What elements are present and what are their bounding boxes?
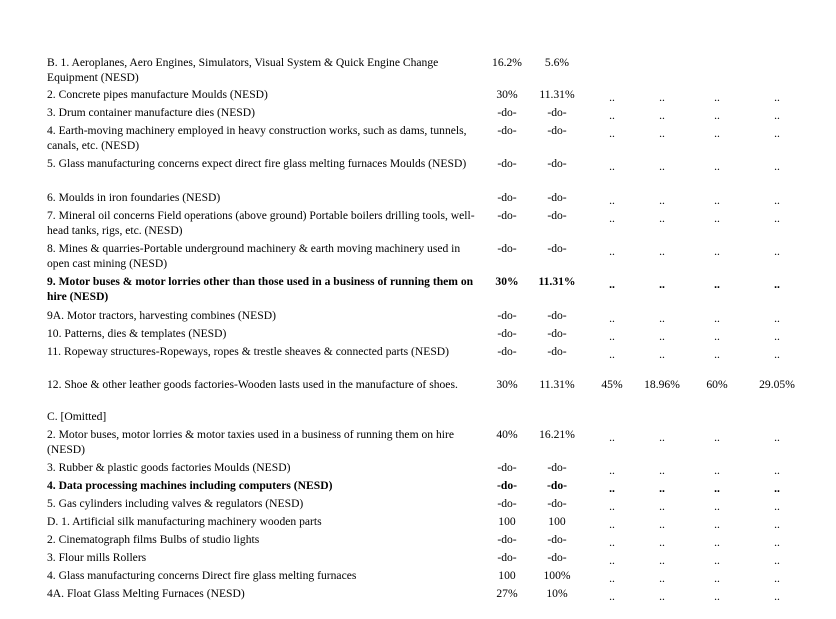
rate-cell: -do- bbox=[497, 209, 517, 222]
rate-cell: .. bbox=[714, 500, 720, 513]
rate-cell: .. bbox=[774, 572, 780, 585]
rate-cell: .. bbox=[609, 194, 615, 207]
rate-cell: -do- bbox=[547, 461, 567, 474]
rate-cell: 18.96% bbox=[644, 378, 680, 391]
rate-cell: -do- bbox=[497, 461, 517, 474]
rate-cell: -do- bbox=[497, 242, 517, 255]
rate-cell: .. bbox=[714, 572, 720, 585]
rate-cell: .. bbox=[714, 590, 720, 603]
rate-cell: .. bbox=[714, 91, 720, 104]
rate-cell: .. bbox=[714, 330, 720, 343]
rate-cell: .. bbox=[774, 278, 780, 291]
row-description: 3. Rubber & plastic goods factories Moulds (NESD) bbox=[47, 461, 291, 474]
rate-cell: .. bbox=[714, 482, 720, 495]
row-description: 4A. Float Glass Melting Furnaces (NESD) bbox=[47, 587, 245, 600]
rate-cell: .. bbox=[774, 330, 780, 343]
row-description: C. [Omitted] bbox=[47, 410, 107, 423]
rate-cell: .. bbox=[609, 127, 615, 140]
rate-cell: .. bbox=[714, 212, 720, 225]
rate-cell: -do- bbox=[497, 345, 517, 358]
rate-cell: .. bbox=[774, 518, 780, 531]
rate-cell: 30% bbox=[495, 275, 519, 288]
rate-cell: .. bbox=[714, 194, 720, 207]
rate-cell: 100% bbox=[543, 569, 571, 582]
rate-cell: 30% bbox=[496, 88, 518, 101]
row-description: 2. Concrete pipes manufacture Moulds (NESD) bbox=[47, 88, 268, 101]
rate-cell: 11.31% bbox=[538, 275, 576, 288]
rate-cell: .. bbox=[774, 212, 780, 225]
rate-cell: .. bbox=[774, 536, 780, 549]
rate-cell: .. bbox=[714, 518, 720, 531]
rate-cell: 100 bbox=[498, 569, 516, 582]
rate-cell: 100 bbox=[548, 515, 566, 528]
rate-cell: .. bbox=[714, 278, 720, 291]
rate-cell: .. bbox=[774, 431, 780, 444]
rate-cell: .. bbox=[774, 590, 780, 603]
rate-cell: .. bbox=[774, 245, 780, 258]
rate-cell: -do- bbox=[547, 497, 567, 510]
rate-cell: .. bbox=[609, 500, 615, 513]
rate-cell: -do- bbox=[547, 124, 567, 137]
rate-cell: 16.2% bbox=[492, 56, 522, 69]
row-description: 5. Gas cylinders including valves & regulators (NESD) bbox=[47, 497, 304, 510]
rate-cell: .. bbox=[609, 312, 615, 325]
rate-cell: -do- bbox=[497, 124, 517, 137]
rate-cell: 45% bbox=[601, 378, 623, 391]
rate-cell: .. bbox=[609, 482, 615, 495]
rate-cell: -do- bbox=[497, 309, 517, 322]
rate-cell: .. bbox=[609, 330, 615, 343]
rate-cell: .. bbox=[609, 554, 615, 567]
rate-cell: .. bbox=[659, 312, 665, 325]
row-description: 8. Mines & quarries-Portable underground machinery & earth moving machinery used in open cast mining (NESD) bbox=[47, 242, 461, 270]
rate-cell: .. bbox=[659, 518, 665, 531]
rate-cell: .. bbox=[659, 572, 665, 585]
rate-cell: .. bbox=[774, 160, 780, 173]
rate-cell: .. bbox=[659, 554, 665, 567]
rate-cell: .. bbox=[774, 348, 780, 361]
rate-cell: .. bbox=[659, 127, 665, 140]
rate-cell: .. bbox=[659, 464, 665, 477]
row-description: 2. Motor buses, motor lorries & motor taxies used in a business of running them on hire (NESD) bbox=[47, 428, 455, 456]
rate-cell: -do- bbox=[547, 345, 567, 358]
rate-cell: .. bbox=[659, 212, 665, 225]
rate-cell: -do- bbox=[547, 327, 567, 340]
rate-cell: -do- bbox=[497, 157, 517, 170]
rate-cell: -do- bbox=[497, 191, 517, 204]
rate-cell: .. bbox=[659, 431, 665, 444]
rate-cell: -do- bbox=[497, 551, 517, 564]
rate-cell: .. bbox=[659, 536, 665, 549]
rate-cell: -do- bbox=[547, 209, 567, 222]
rate-cell: -do- bbox=[547, 479, 567, 492]
rate-cell: .. bbox=[659, 330, 665, 343]
rate-cell: -do- bbox=[547, 191, 567, 204]
rate-cell: -do- bbox=[547, 309, 567, 322]
rate-cell: .. bbox=[714, 348, 720, 361]
rate-cell: .. bbox=[774, 464, 780, 477]
rate-cell: -do- bbox=[547, 533, 567, 546]
rate-cell: .. bbox=[609, 431, 615, 444]
row-description: D. 1. Artificial silk manufacturing machinery wooden parts bbox=[47, 515, 322, 528]
rate-cell: .. bbox=[609, 278, 615, 291]
rate-cell: .. bbox=[659, 245, 665, 258]
rate-cell: .. bbox=[714, 109, 720, 122]
rate-cell: .. bbox=[659, 194, 665, 207]
rate-cell: -do- bbox=[547, 106, 567, 119]
rate-cell: -do- bbox=[497, 106, 517, 119]
rate-cell: .. bbox=[659, 348, 665, 361]
rate-cell: .. bbox=[609, 464, 615, 477]
rate-cell: .. bbox=[609, 91, 615, 104]
rate-cell: -do- bbox=[497, 327, 517, 340]
rate-cell: 40% bbox=[496, 428, 518, 441]
rate-cell: .. bbox=[609, 572, 615, 585]
rate-cell: -do- bbox=[497, 533, 517, 546]
rate-cell: .. bbox=[774, 554, 780, 567]
row-description: 6. Moulds in iron foundaries (NESD) bbox=[47, 191, 221, 204]
row-description: 3. Flour mills Rollers bbox=[47, 551, 147, 564]
rate-cell: .. bbox=[609, 212, 615, 225]
row-description: 11. Ropeway structures-Ropeways, ropes & trestle sheaves & connected parts (NESD) bbox=[47, 345, 450, 358]
rate-cell: .. bbox=[714, 536, 720, 549]
rate-cell: .. bbox=[659, 109, 665, 122]
rate-cell: .. bbox=[659, 91, 665, 104]
rate-cell: 11.31% bbox=[539, 88, 575, 101]
row-description: 7. Mineral oil concerns Field operations (above ground) Portable boilers drilling tools, well-head tanks, rigs, etc. (NESD) bbox=[47, 209, 475, 237]
rate-cell: .. bbox=[774, 312, 780, 325]
row-description: 9A. Motor tractors, harvesting combines (NESD) bbox=[47, 309, 276, 322]
rate-cell: .. bbox=[714, 245, 720, 258]
rate-cell: .. bbox=[774, 127, 780, 140]
row-description: 10. Patterns, dies & templates (NESD) bbox=[47, 327, 227, 340]
row-description: 2. Cinematograph films Bulbs of studio lights bbox=[47, 533, 260, 546]
rate-cell: -do- bbox=[547, 551, 567, 564]
rate-cell: .. bbox=[714, 127, 720, 140]
rate-cell: .. bbox=[774, 194, 780, 207]
rate-cell: .. bbox=[609, 245, 615, 258]
rate-cell: .. bbox=[659, 590, 665, 603]
rate-cell: .. bbox=[609, 348, 615, 361]
rate-cell: .. bbox=[609, 109, 615, 122]
rate-cell: .. bbox=[714, 464, 720, 477]
rate-cell: 60% bbox=[706, 378, 728, 391]
row-description: 3. Drum container manufacture dies (NESD) bbox=[47, 106, 255, 119]
rate-cell: 10% bbox=[546, 587, 568, 600]
rate-cell: .. bbox=[774, 109, 780, 122]
row-description: 4. Glass manufacturing concerns Direct fire glass melting furnaces bbox=[47, 569, 357, 582]
rate-cell: .. bbox=[714, 160, 720, 173]
rate-cell: .. bbox=[659, 500, 665, 513]
rate-cell: 29.05% bbox=[759, 378, 795, 391]
rate-cell: .. bbox=[714, 312, 720, 325]
rate-cell: 11.31% bbox=[539, 378, 575, 391]
rate-cell: .. bbox=[609, 536, 615, 549]
row-description: 4. Earth-moving machinery employed in heavy construction works, such as dams, tunnels, canals, etc. (NESD) bbox=[47, 124, 467, 152]
rate-cell: 16.21% bbox=[539, 428, 575, 441]
rate-cell: 100 bbox=[498, 515, 516, 528]
row-description: B. 1. Aeroplanes, Aero Engines, Simulators, Visual System & Quick Engine Change Equipment (NESD) bbox=[47, 56, 439, 84]
rate-cell: .. bbox=[774, 482, 780, 495]
rate-cell: .. bbox=[714, 554, 720, 567]
rate-cell: -do- bbox=[497, 497, 517, 510]
rate-cell: 27% bbox=[496, 587, 518, 600]
rate-cell: 5.6% bbox=[544, 56, 570, 69]
row-description: 5. Glass manufacturing concerns expect direct fire glass melting furnaces Moulds (NESD) bbox=[47, 157, 467, 170]
row-description: 9. Motor buses & motor lorries other than those used in a business of running them on hire (NESD) bbox=[47, 275, 474, 303]
row-description: 12. Shoe & other leather goods factories-Wooden lasts used in the manufacture of shoes. bbox=[47, 378, 458, 391]
rate-cell: 30% bbox=[496, 378, 518, 391]
rate-cell: -do- bbox=[547, 242, 567, 255]
rate-cell: .. bbox=[609, 590, 615, 603]
rate-cell: .. bbox=[609, 518, 615, 531]
rate-cell: .. bbox=[609, 160, 615, 173]
rate-cell: .. bbox=[659, 482, 665, 495]
rate-cell: .. bbox=[774, 500, 780, 513]
rate-cell: -do- bbox=[497, 479, 517, 492]
row-description: 4. Data processing machines including computers (NESD) bbox=[47, 479, 333, 492]
rate-cell: -do- bbox=[547, 157, 567, 170]
rate-cell: .. bbox=[659, 278, 665, 291]
rate-cell: .. bbox=[659, 160, 665, 173]
rate-cell: .. bbox=[714, 431, 720, 444]
rate-cell: .. bbox=[774, 91, 780, 104]
